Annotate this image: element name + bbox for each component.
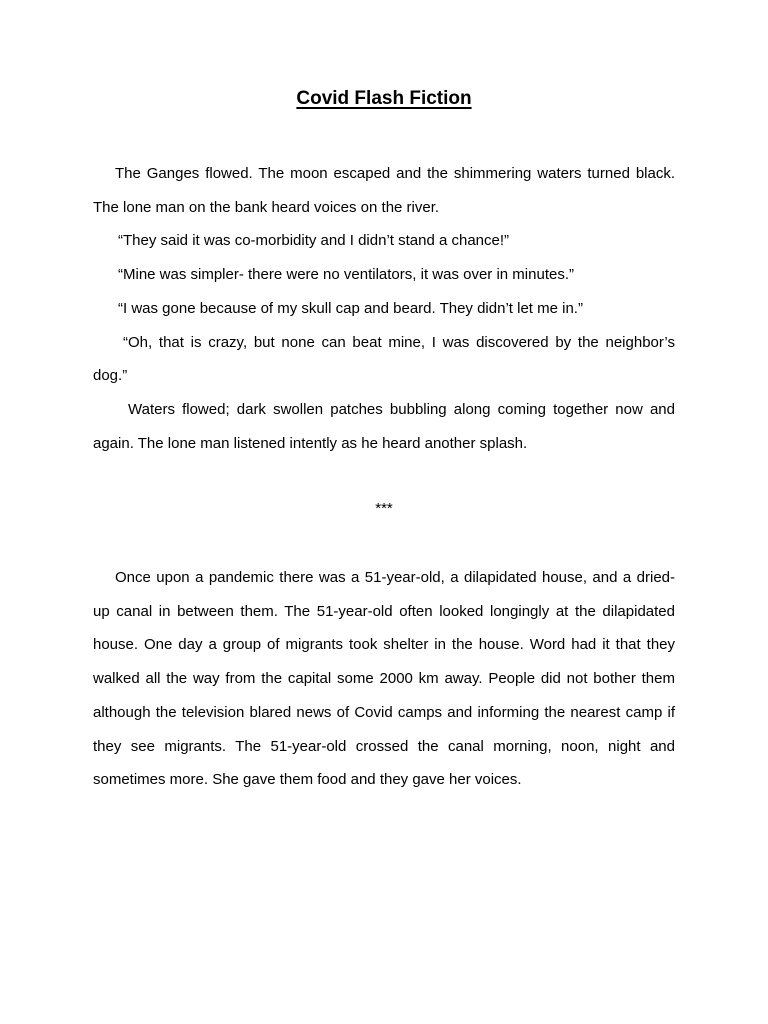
paragraph: “Oh, that is crazy, but none can beat mine, I was discovered by the neighbor’s dog.” [93, 333, 675, 385]
paragraph: “I was gone because of my skull cap and beard. They didn’t let me in.” [118, 299, 583, 317]
story-section-2 [93, 561, 675, 797]
paragraph: Once upon a pandemic there was a 51-year-old, a dilapidated house, and a dried-up canal in between them. The 51-year-old often looked longingly at the dilapidated house. One day a group of migrants took shelter in the house. Word had it that they walked all the way from the capital some 2000 km away. People did not bother them although the television blared news of Covid camps and informing the nearest camp if they see migrants. The 51-year-old crossed the canal morning, noon, night and sometimes more. She gave them food and they gave her voices. [93, 569, 675, 789]
page-title: Covid Flash Fiction [296, 88, 472, 109]
paragraph: “They said it was co-morbidity and I didn’t stand a chance!” [118, 232, 510, 250]
paragraph: The Ganges flowed. The moon escaped and the shimmering waters turned black. The lone man on the bank heard voices on the river. [93, 165, 675, 216]
paragraph: “Mine was simpler- there were no ventilators, it was over in minutes.” [118, 266, 574, 284]
story-section-1 [93, 157, 675, 460]
section-separator: *** [375, 500, 393, 517]
paragraph: Waters flowed; dark swollen patches bubbling along coming together now and again. The lone man listened intently as he heard another splash. [93, 400, 675, 452]
